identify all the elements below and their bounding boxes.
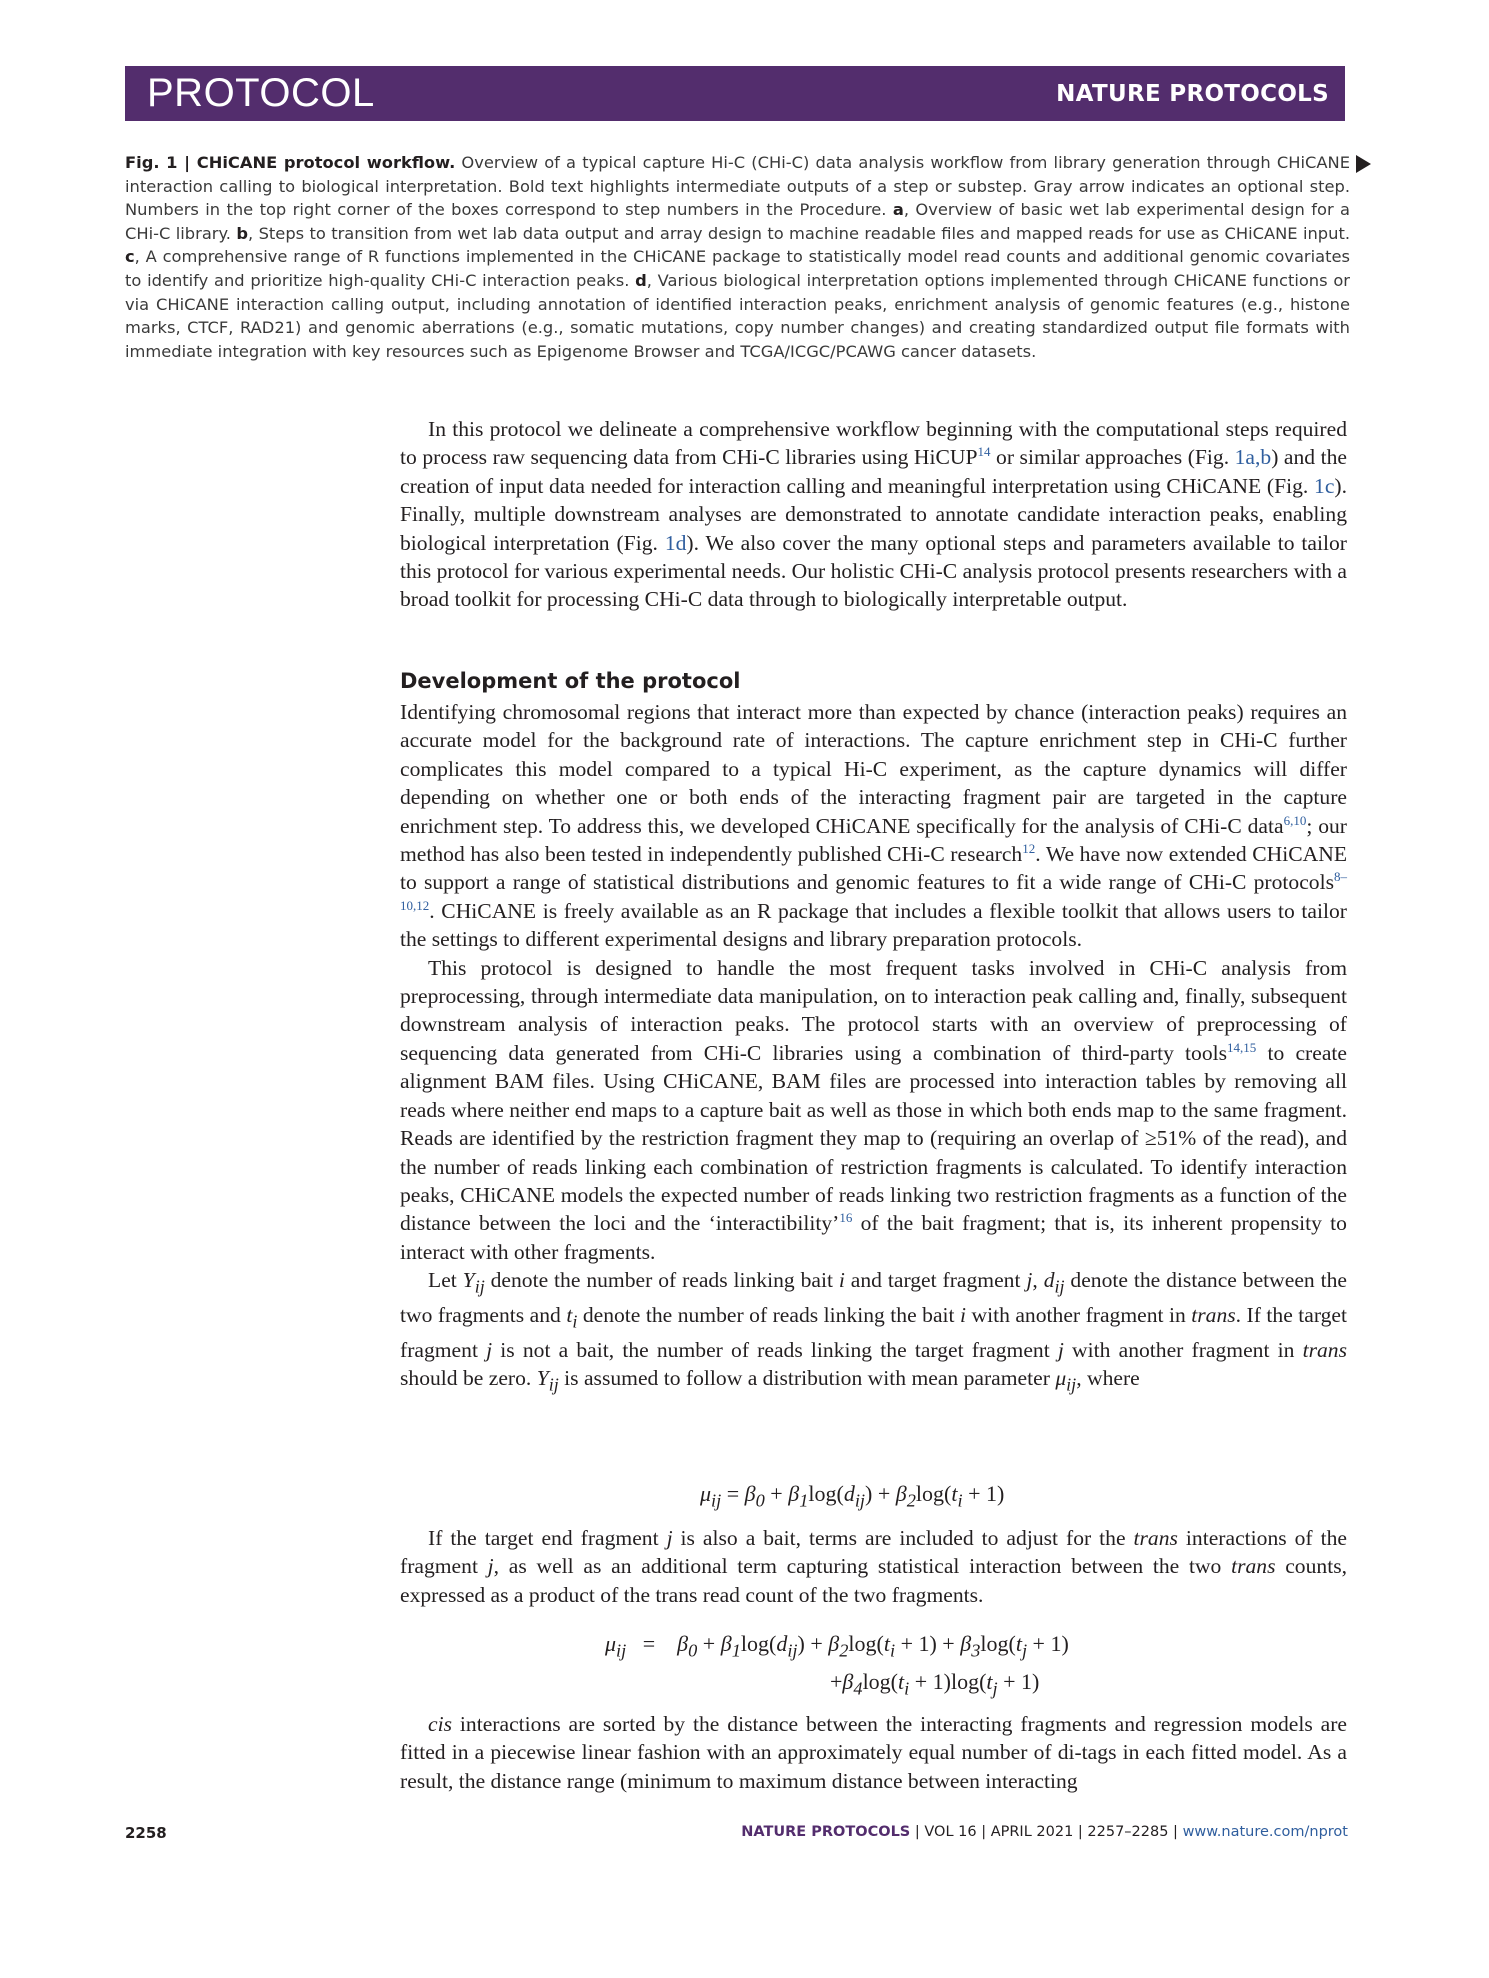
ref-link[interactable]: 16: [839, 1210, 853, 1226]
fig-link[interactable]: 1a,b: [1234, 445, 1272, 470]
fig-link[interactable]: 1d: [664, 530, 687, 555]
paragraph-cis: cis interactions are sorted by the distance between the interacting fragments and regression models are fitted in a piecewise linear fashion with an approximately equal number of di-tags in each fitted model. As a result, the distance range (minimum to maximum distance between interacting: [400, 1712, 1347, 1793]
paragraph-trans: If the target end fragment j is also a bait, terms are included to adjust for the trans interactions of the fragment j, as well as an additional term capturing statistical interaction between the two trans counts, expressed as a product of the trans read count of the two fragments.: [400, 1526, 1347, 1607]
ref-link[interactable]: 8–10,12: [400, 869, 1347, 913]
page-number: 2258: [125, 1824, 167, 1842]
ref-link[interactable]: 12: [1022, 840, 1036, 856]
section-heading: Development of the protocol: [400, 669, 741, 693]
journal-url-link[interactable]: www.nature.com/nprot: [1182, 1824, 1348, 1840]
play-arrow-icon[interactable]: [1356, 155, 1371, 173]
ref-link[interactable]: 14: [977, 444, 991, 460]
figure-caption: Fig. 1 | CHiCANE protocol workflow. Overview of a typical capture Hi-C (CHi-C) data analysis workflow from library generation through CHiCANE interaction calling to biological interpretation. Bold text highlights intermediate outputs of a step or substep. Gray arrow indicates an optional step. Numbers in the top right corner of the boxes correspond to step numbers in the Procedure. a, Overview of basic wet lab experimental design for a CHi-C library. b, Steps to transition from wet lab data output and array design to machine readable files and mapped reads for use as CHiCANE input. c, A comprehensive range of R functions implemented in the CHiCANE package to statistically model read counts and additional genomic covariates to identify and prioritize high-quality CHi-C interaction peaks. d, Various biological interpretation options implemented through CHiCANE functions or via CHiCANE interaction calling output, including annotation of identified interaction peaks, enrichment analysis of genomic features (e.g., histone marks, CTCF, RAD21) and genomic aberrations (e.g., somatic mutations, copy number changes) and creating standardized output file formats with immediate integration with key resources such as Epigenome Browser and TCGA/ICGC/PCAWG cancer datasets.: [125, 153, 1351, 361]
footer-citation: NATURE PROTOCOLS | VOL 16 | APRIL 2021 | 2257–2285 | www.nature.com/nprot: [741, 1824, 1348, 1840]
intro-paragraph: In this protocol we delineate a comprehensive workflow beginning with the computational steps required to process raw sequencing data from CHi-C libraries using HiCUP$^{14}$ or similar approaches (Fig. 1a,b) and the creation of input data needed for interaction calling and meaningful interpretation using CHiCANE (Fig. 1c). Finally, multiple downstream analyses are demonstrated to annotate candidate interaction peaks, enabling biological interpretation (Fig. 1d). We also cover the many optional steps and parameters available to tailor this protocol for various experimental needs. Our holistic CHi-C analysis protocol presents researchers with a broad toolkit for processing CHi-C data through to biologically interpretable output.: [400, 417, 1348, 612]
section-label: PROTOCOL: [147, 71, 375, 115]
equation-1: $\mu_{ij} = \beta_0 + \beta_1\log(d_{ij}) + \beta_2\log(t_i + 1)$: [700, 1481, 1005, 1511]
ref-link[interactable]: 6,10: [1283, 812, 1307, 828]
fig-link[interactable]: 1c: [1314, 473, 1335, 498]
ref-link[interactable]: 14,15: [1227, 1039, 1257, 1055]
journal-label: NATURE PROTOCOLS: [1056, 80, 1329, 107]
equation-2: $\mu_{ij}$ = $\beta_0 + \beta_1\log(d_{ij}) + \beta_2\log(t_i + 1) + \beta_3\log(t_j + 1)$ $+\beta_4\log(t_i + 1)\log(t_j + 1)$: [605, 1631, 1069, 1699]
development-text: Identifying chromosomal regions that interact more than expected by chance (interaction peaks) requires an accurate model for the background rate of interactions. The capture enrichment step in CHi-C further complicates this model compared to a typical Hi-C experiment, as the capture dynamics will differ depending on whether one or both ends of the interacting fragment pair are targeted in the capture enrichment step. To address this, we developed CHiCANE specifically for the analysis of CHi-C data$^{6,10}$; our method has also been tested in independently published CHi-C research$^{12}$. We have now extended CHiCANE to support a range of statistical distributions and genomic features to fit a wide range of CHi-C protocols$^{8-10,12}$. CHiCANE is freely available as an R package that includes a flexible toolkit that allows users to tailor the settings to different experimental designs and library preparation protocols. This protocol is designed to handle the most frequent tasks involved in CHi-C analysis from preprocessing, through intermediate data manipulation, on to interaction peak calling and, finally, subsequent downstream analysis of interaction peaks. The protocol starts with an overview of preprocessing of sequencing data generated from CHi-C libraries using a combination of third-party tools$^{14,15}$ to create alignment BAM files. Using CHiCANE, BAM files are processed into interaction tables by removing all reads where neither end maps to a capture bait as well as those in which both ends map to the same fragment. Reads are identified by the restriction fragment they map to (requiring an overlap of ≥51% of the read), and the number of reads linking each combination of restriction fragments is calculated. To identify interaction peaks, CHiCANE models the expected number of reads linking two restriction fragments as a function of the distance between the loci and the ‘interactibility’$^{16}$ of the bait fragment; that is, its inherent propensity to interact with other fragments. Let $Y_{ij}$ denote the number of reads linking bait i and target fragment j, $d_{ij}$ denote the distance between the two fragments and $t_i$ denote the number of reads linking the bait i with another fragment in trans. If the target fragment j is not a bait, the number of reads linking the target fragment j with another fragment in trans should be zero. $Y_{ij}$ is assumed to follow a distribution with mean parameter $\mu_{ij}$, where: [400, 700, 1348, 1395]
caption-label: Fig. 1 | CHiCANE protocol workflow.: [125, 153, 456, 172]
page-header: [125, 66, 1345, 121]
